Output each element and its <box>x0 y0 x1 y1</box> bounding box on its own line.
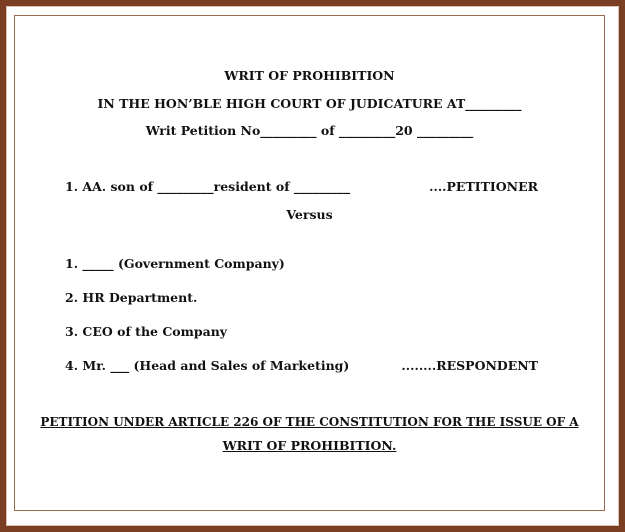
document-page <box>14 15 605 511</box>
respondent-role: ........RESPONDENT <box>401 358 538 373</box>
petitioner-line: 1. AA. son of _________resident of _________ <box>65 179 351 194</box>
respondent-4: 4. Mr. ___ (Head and Sales of Marketing) <box>65 358 350 373</box>
petition-heading-line-1: PETITION UNDER ARTICLE 226 OF THE CONSTITUTION FOR THE ISSUE OF A <box>40 415 579 429</box>
petitioner-role: ....PETITIONER <box>429 179 538 194</box>
versus-label: Versus <box>286 207 333 222</box>
respondent-3: 3. CEO of the Company <box>65 324 228 339</box>
petition-heading-line-2: WRIT OF PROHIBITION. <box>222 438 397 453</box>
court-line: IN THE HON’BLE HIGH COURT OF JUDICATURE AT_________ <box>97 96 522 111</box>
document-title: WRIT OF PROHIBITION <box>224 68 395 83</box>
respondent-2: 2. HR Department. <box>65 290 198 305</box>
respondent-1: 1. _____ (Government Company) <box>65 256 285 271</box>
petition-number-line: Writ Petition No_________ of _________20 _________ <box>145 123 474 138</box>
